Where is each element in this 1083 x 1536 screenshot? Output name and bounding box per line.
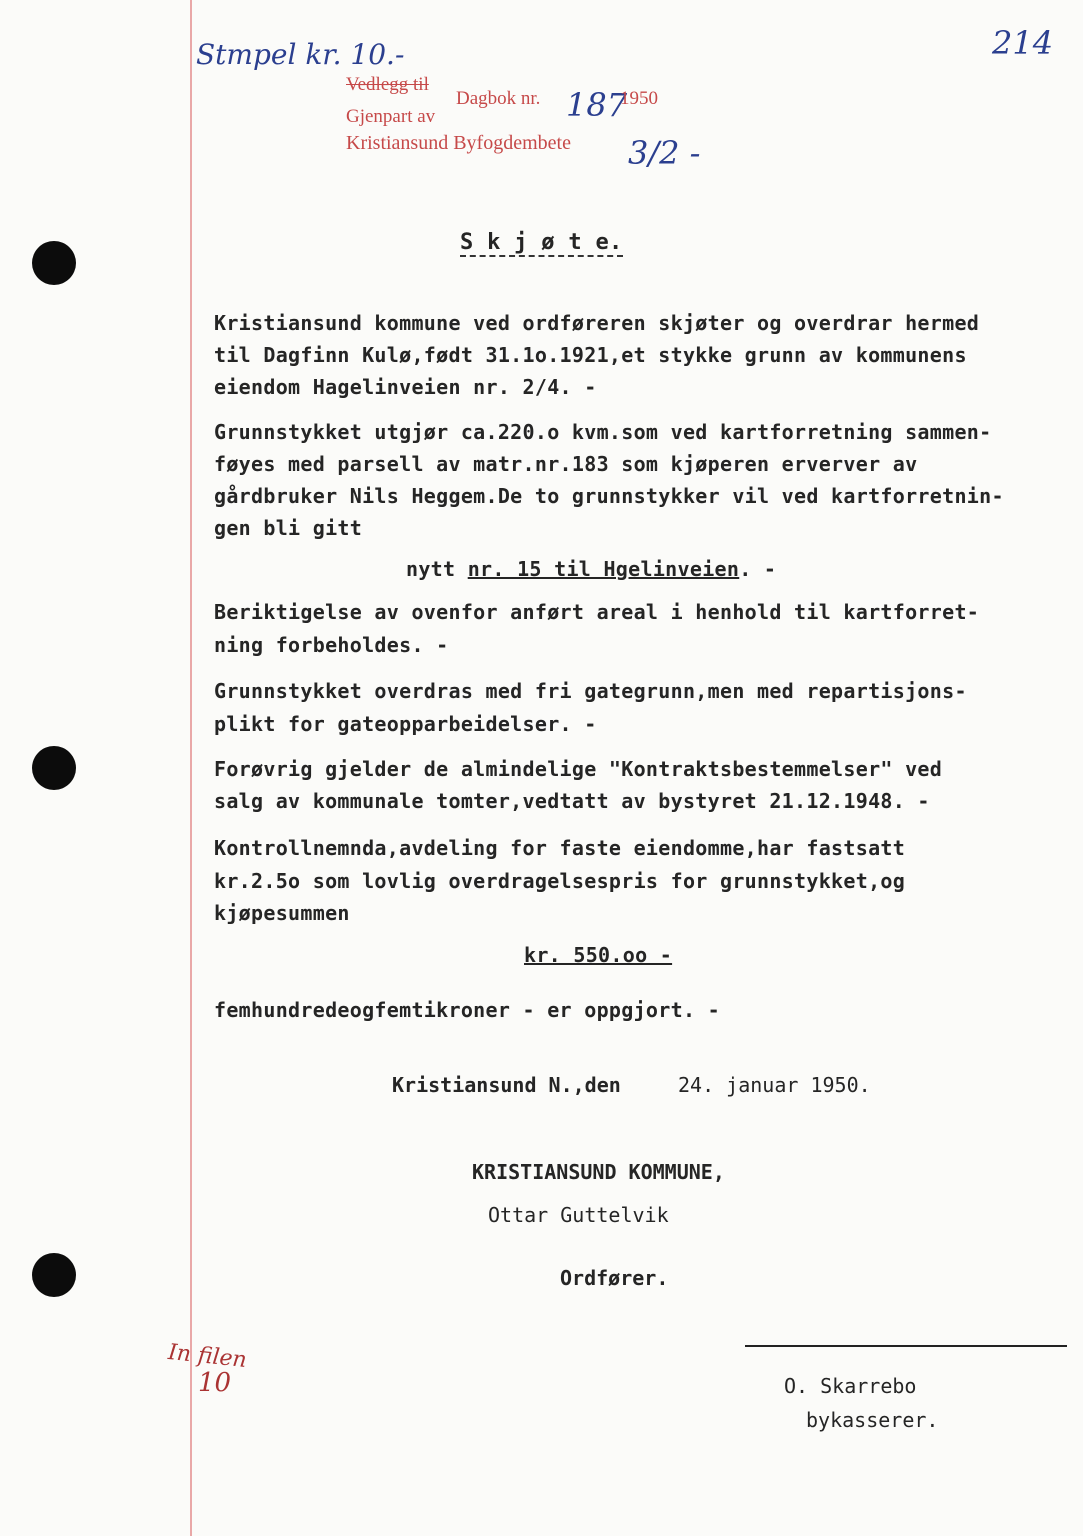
cashier-name: O. Skarrebo — [784, 1374, 917, 1398]
punch-hole-middle — [32, 746, 76, 790]
body-line: gen bli gitt — [214, 516, 363, 540]
margin-line — [190, 0, 192, 1536]
purchase-amount: kr. 550.oo - — [524, 943, 673, 967]
body-line: salg av kommunale tomter,vedtatt av bystyret 21.12.1948. - — [214, 789, 930, 813]
new-number-prefix: nytt — [406, 557, 456, 581]
stamp-office: Kristiansund Byfogdembete — [346, 132, 571, 154]
new-number-suffix: . - — [739, 557, 777, 581]
cashier-role: bykasserer. — [806, 1408, 939, 1432]
signature-line — [745, 1345, 1067, 1347]
new-number-line — [406, 557, 776, 581]
date-mark: 3/2 - — [628, 134, 701, 172]
body-line: femhundredeogfemtikroner - er oppgjort. - — [214, 998, 720, 1022]
punch-hole-top — [32, 241, 76, 285]
stamp-year: 1950 — [620, 88, 658, 109]
place-date: Kristiansund N.,den — [392, 1073, 621, 1097]
body-line: Beriktigelse av ovenfor anført areal i henhold til kartforret- — [214, 600, 980, 624]
body-line: gårdbruker Nils Heggem.De to grunnstykker vil ved kartforretnin- — [214, 484, 1004, 508]
filmed-note: In filen — [166, 1339, 248, 1374]
document-title: S k j ø t e. — [460, 230, 623, 255]
body-line: Grunnstykket utgjør ca.220.o kvm.som ved kartforretning sammen- — [214, 420, 992, 444]
body-line: ning forbeholdes. - — [214, 633, 449, 657]
stamp-struck-label: Vedlegg til — [346, 74, 429, 95]
punch-hole-bottom — [32, 1253, 76, 1297]
page-number: 214 — [992, 24, 1054, 62]
stamp-dagbok-label: Dagbok nr. — [456, 88, 541, 109]
new-number-value: nr. 15 til Hgelinveien — [467, 557, 740, 581]
body-line: føyes med parsell av matr.nr.183 som kjøperen erverver av — [214, 452, 918, 476]
signatory-name: Ottar Guttelvik — [488, 1203, 669, 1227]
body-line: Forøvrig gjelder de almindelige "Kontraktsbestemmelser" ved — [214, 757, 943, 781]
stamp-copy-label: Gjenpart av — [346, 106, 436, 127]
body-line: kr.2.5o som lovlig overdragelsespris for grunnstykket,og — [214, 869, 906, 893]
body-line: eiendom Hagelinveien nr. 2/4. - — [214, 375, 597, 399]
dagbok-number: 187 — [566, 86, 628, 124]
signatory-organization: KRISTIANSUND KOMMUNE, — [472, 1160, 725, 1184]
body-line: kjøpesummen — [214, 901, 350, 925]
stamp-fee-note: Stmpel kr. 10.- — [196, 38, 405, 71]
body-line: Kontrollnemnda,avdeling for faste eiendomme,har fastsatt — [214, 836, 906, 860]
body-line: plikt for gateopparbeidelser. - — [214, 712, 597, 736]
body-line: til Dagfinn Kulø,født 31.1o.1921,et stykke grunn av kommunens — [214, 343, 967, 367]
body-line: Kristiansund kommune ved ordføreren skjøter og overdrar hermed — [214, 311, 980, 335]
filmed-number: 10 — [198, 1368, 232, 1398]
body-line: Grunnstykket overdras med fri gategrunn,men med repartisjons- — [214, 679, 967, 703]
signing-date: 24. januar 1950. — [678, 1073, 871, 1097]
signatory-role: Ordfører. — [560, 1266, 669, 1290]
